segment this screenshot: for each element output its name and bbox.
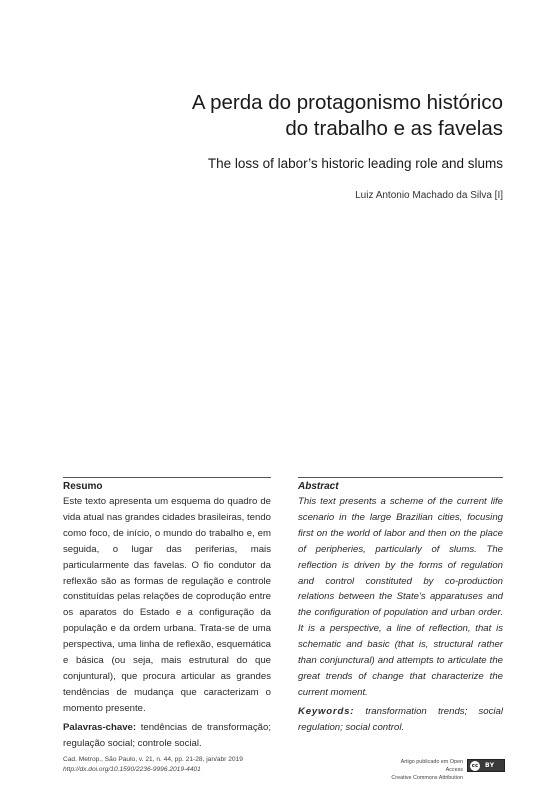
resumo-heading: Resumo <box>63 481 103 492</box>
license-line-1: Artigo publicado em Open Access <box>400 759 463 773</box>
title-line-2: do trabalho e as favelas <box>285 117 503 140</box>
abstract-body: This text presents a scheme of the current life scenario in the large Brazilian cities, focusing first on the world of labor and then on the place of peripheries, particularly of slums. The reflection is driven by the forms of regulation and control constituted by co-production relations between the State’s apparatuses and the configuration of population and urban order. It is a perspective, a line of reflection, that is schematic and basic (that is, structural rather than conjunctural) and attempts to articulate the great trends of change that characterize the current moment. <box>298 496 503 698</box>
footer-doi-link[interactable]: http://dx.doi.org/10.1590/2236-9996.2019-4401 <box>63 766 201 773</box>
abstract-keywords-text: transformation trends; social regulation; social control. <box>298 705 503 733</box>
resumo-keywords-label: Palavras-chave: <box>63 721 137 733</box>
footer-citation-block <box>63 755 243 775</box>
abstract-rule <box>298 477 503 478</box>
abstract-keywords <box>298 704 503 736</box>
article-title <box>123 90 503 142</box>
author-name: Luiz Antonio Machado da Silva [I] <box>355 190 503 201</box>
resumo-section <box>63 477 271 752</box>
title-line-1: A perda do protagonismo histórico <box>191 91 503 114</box>
cc-icon: cc <box>471 762 479 769</box>
footer-citation: Cad. Metrop., São Paulo, v. 21, n. 44, pp. 21-28, jan/abr 2019 <box>63 756 243 763</box>
abstract-section <box>298 477 503 736</box>
cc-by-label: BY <box>485 762 495 769</box>
resumo-keywords <box>63 720 271 752</box>
resumo-body: Este texto apresenta um esquema do quadro de vida atual nas grandes cidades brasileiras, tendo como foco, de início, o mundo do trabalho e, em seguida, o lugar das periferias, mais particularmente das favelas. O fio condutor da reflexão são as formas de regulação e controle constituídas pelas relações de coprodução entre os aparatos do Estado e a configuração da população e da ordem urbana. Trata-se de uma perspectiva, uma linha de reflexão, esquemática e básica (ou seja, mais estrutural do que conjuntural), que procura articular as grandes tendências de mudança que caracterizam o momento presente. <box>63 496 271 714</box>
abstract-keywords-label: Keywords: <box>298 705 355 717</box>
article-subtitle: The loss of labor’s historic leading role and slums <box>207 156 503 171</box>
abstract-heading: Abstract <box>298 481 339 492</box>
resumo-rule <box>63 477 271 478</box>
cc-by-badge[interactable] <box>467 759 505 772</box>
footer-license-text <box>383 758 463 782</box>
resumo-keywords-text: tendências de transformação; regulação social; controle social. <box>63 721 271 749</box>
license-line-2: Creative Commons Attribution <box>391 775 463 781</box>
